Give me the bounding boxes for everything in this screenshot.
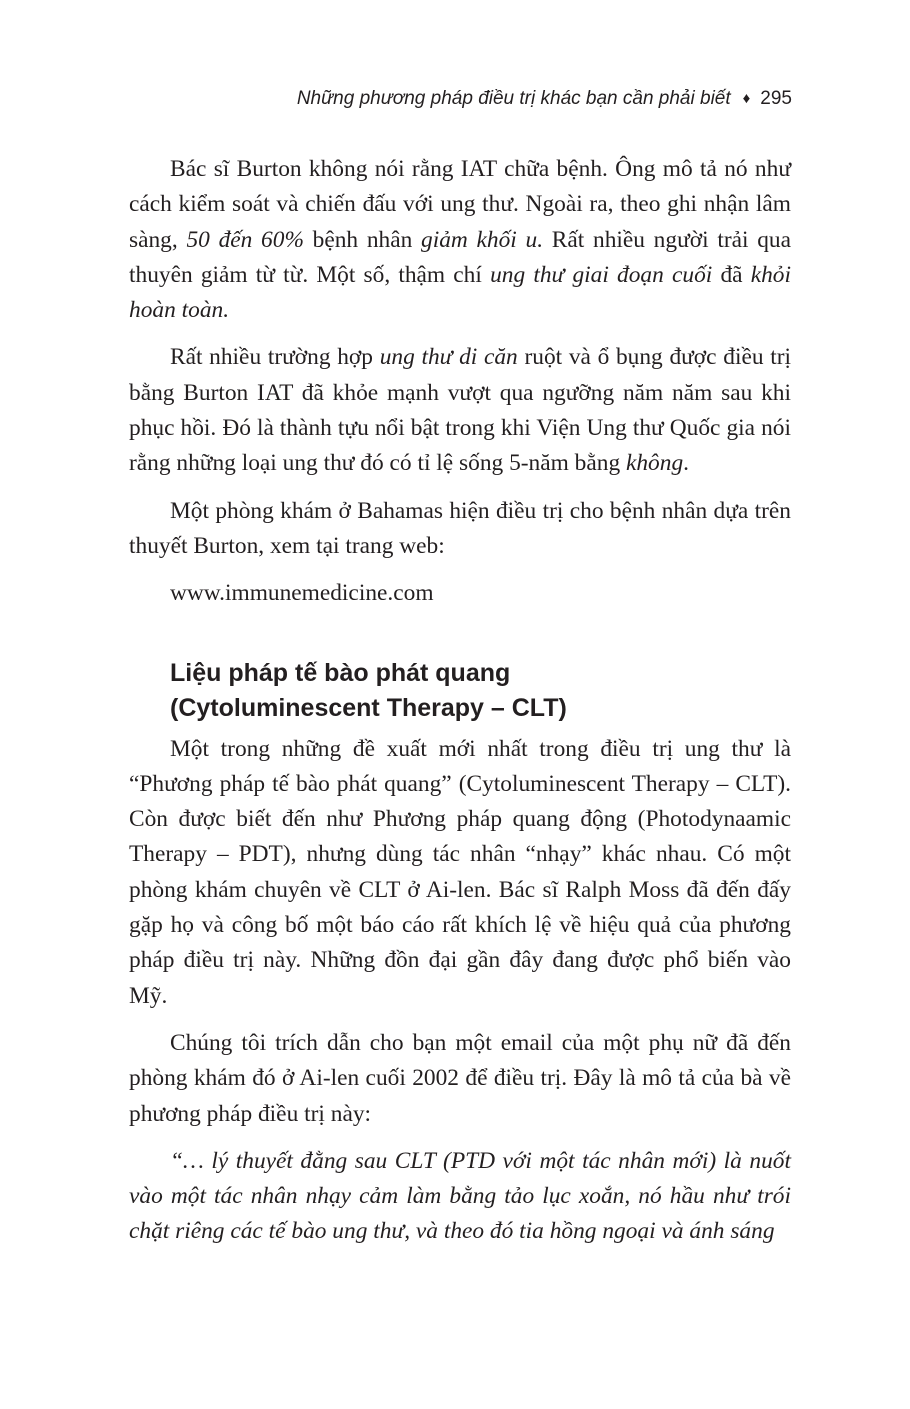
paragraph-email-intro: Chúng tôi trích dẫn cho bạn một email của một phụ nữ đã đến phòng khám đó ở Ai-len cuối 2002 để điều trị. Đây là mô tả của bà về phương pháp điều trị này:	[129, 1029, 791, 1127]
heading-line: Liệu pháp tế bào phát quang	[170, 658, 511, 687]
text-run: đã	[712, 261, 751, 288]
text-run: Rất nhiều trường hợp	[170, 344, 380, 371]
paragraph-bahamas-clinic: Một phòng khám ở Bahamas hiện điều trị cho bệnh nhân dựa trên thuyết Burton, xem tại trang web:	[129, 497, 791, 559]
italic-text-run: ung thư di căn	[379, 344, 518, 371]
paragraph-burton-results	[129, 152, 791, 328]
italic-text-run: giảm khối u.	[421, 226, 544, 253]
italic-text-run: khỏi hoàn toàn.	[129, 261, 791, 324]
italic-text-run: ung thư giai đoạn cuối	[490, 261, 713, 288]
website-url: www.immunemedicine.com	[170, 580, 434, 607]
page-body	[129, 152, 791, 1250]
text-run: Rất nhiều người trải qua thuyên giảm từ từ. Một số, thậm chí	[129, 226, 791, 288]
italic-text-run: 50 đến 60%	[186, 226, 304, 253]
text-run: .	[683, 450, 690, 477]
page-number: 295	[760, 88, 792, 109]
text-run: Bác sĩ Burton không nói rằng IAT chữa bệnh. Ông mô tả nó như cách kiểm soát và chiến đấu với ung thư. Ngoài ra, theo ghi nhận lâm sàng,	[129, 156, 791, 253]
running-header	[297, 88, 792, 110]
diamond-separator-icon: ♦	[742, 90, 751, 107]
section-heading-clt	[170, 656, 791, 726]
heading-line: (Cytoluminescent Therapy – CLT)	[170, 693, 567, 722]
text-run: bệnh nhân	[303, 226, 422, 253]
text-run: ruột và ổ bụng được điều trị bằng Burton IAT đã khỏe mạnh vượt qua ngưỡng năm năm sau khi phục hồi. Đó là thành tựu nổi bật trong khi Viện Ung thư Quốc gia nói rằng những loại ung thư đó có tỉ lệ sống 5-năm bằng	[129, 344, 791, 477]
italic-text-run: không	[625, 450, 684, 477]
quoted-email: “… lý thuyết đằng sau CLT (PTD với một tác nhân mới) là nuốt vào một tác nhân nhạy cảm làm bằng tảo lục xoắn, nó hầu như trói chặt riêng các tế bào ung thư, và theo đó tia hồng ngoại và ánh sáng	[129, 1147, 791, 1245]
running-title: Những phương pháp điều trị khác bạn cần phải biết	[296, 88, 731, 109]
paragraph-metastatic-cases	[129, 340, 791, 481]
paragraph-clt-intro: Một trong những đề xuất mới nhất trong điều trị ung thư là “Phương pháp tế bào phát quang” (Cytoluminescent Therapy – CLT). Còn được biết đến như Phương pháp quang động (Photodynaamic Therapy – PDT), nhưng dùng tác nhân “nhạy” khác nhau. Có một phòng khám chuyên về CLT ở Ai-len. Bác sĩ Ralph Moss đã đến đấy gặp họ và công bố một báo cáo rất khích lệ về hiệu quả của phương pháp điều trị này. Những đồn đại gần đây đang được phổ biến vào Mỹ.	[129, 735, 791, 1009]
